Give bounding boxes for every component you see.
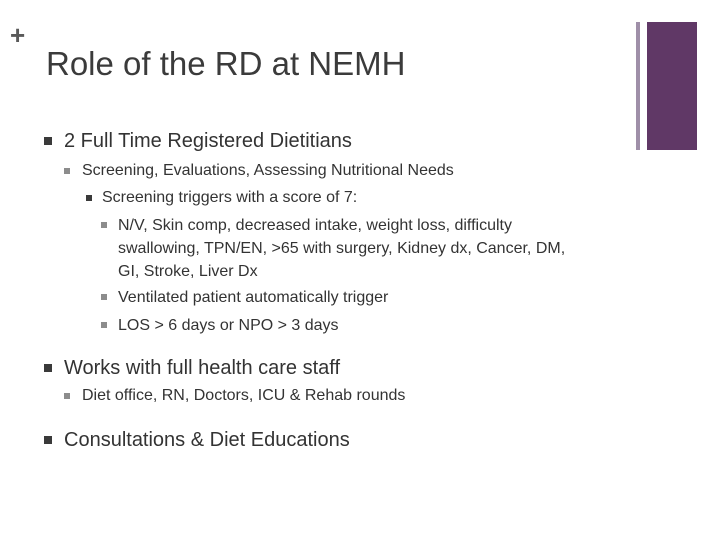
square-bullet-icon xyxy=(101,222,107,228)
plus-mark: + xyxy=(10,20,26,50)
square-bullet-icon xyxy=(64,393,70,399)
bullet-text: LOS > 6 days or NPO > 3 days xyxy=(118,317,339,334)
bullet-text: Screening triggers with a score of 7: xyxy=(102,189,358,206)
square-bullet-icon xyxy=(86,195,92,201)
square-bullet-icon xyxy=(44,137,52,145)
slide-title: Role of the RD at NEMH xyxy=(46,45,406,82)
bullet-text-line-3: GI, Stroke, Liver Dx xyxy=(118,263,258,280)
square-bullet-icon xyxy=(101,322,107,328)
bullet-text-line-1: N/V, Skin comp, decreased intake, weight loss, difficulty xyxy=(118,217,512,234)
square-bullet-icon xyxy=(101,294,107,300)
square-bullet-icon xyxy=(64,168,70,174)
bullet-text: Diet office, RN, Doctors, ICU & Rehab rounds xyxy=(82,387,406,404)
accent-bar-thick xyxy=(647,22,697,150)
bullet-text-line-2: swallowing, TPN/EN, >65 with surgery, Kidney dx, Cancer, DM, xyxy=(118,240,566,257)
square-bullet-icon xyxy=(44,364,52,372)
bullet-text: Consultations & Diet Educations xyxy=(64,429,350,451)
accent-bar-thin xyxy=(636,22,640,150)
square-bullet-icon xyxy=(44,436,52,444)
bullet-text: Screening, Evaluations, Assessing Nutritional Needs xyxy=(82,162,454,179)
bullet-text: Works with full health care staff xyxy=(64,357,341,379)
bullet-text: Ventilated patient automatically trigger xyxy=(118,289,389,306)
bullet-text: 2 Full Time Registered Dietitians xyxy=(64,130,352,152)
